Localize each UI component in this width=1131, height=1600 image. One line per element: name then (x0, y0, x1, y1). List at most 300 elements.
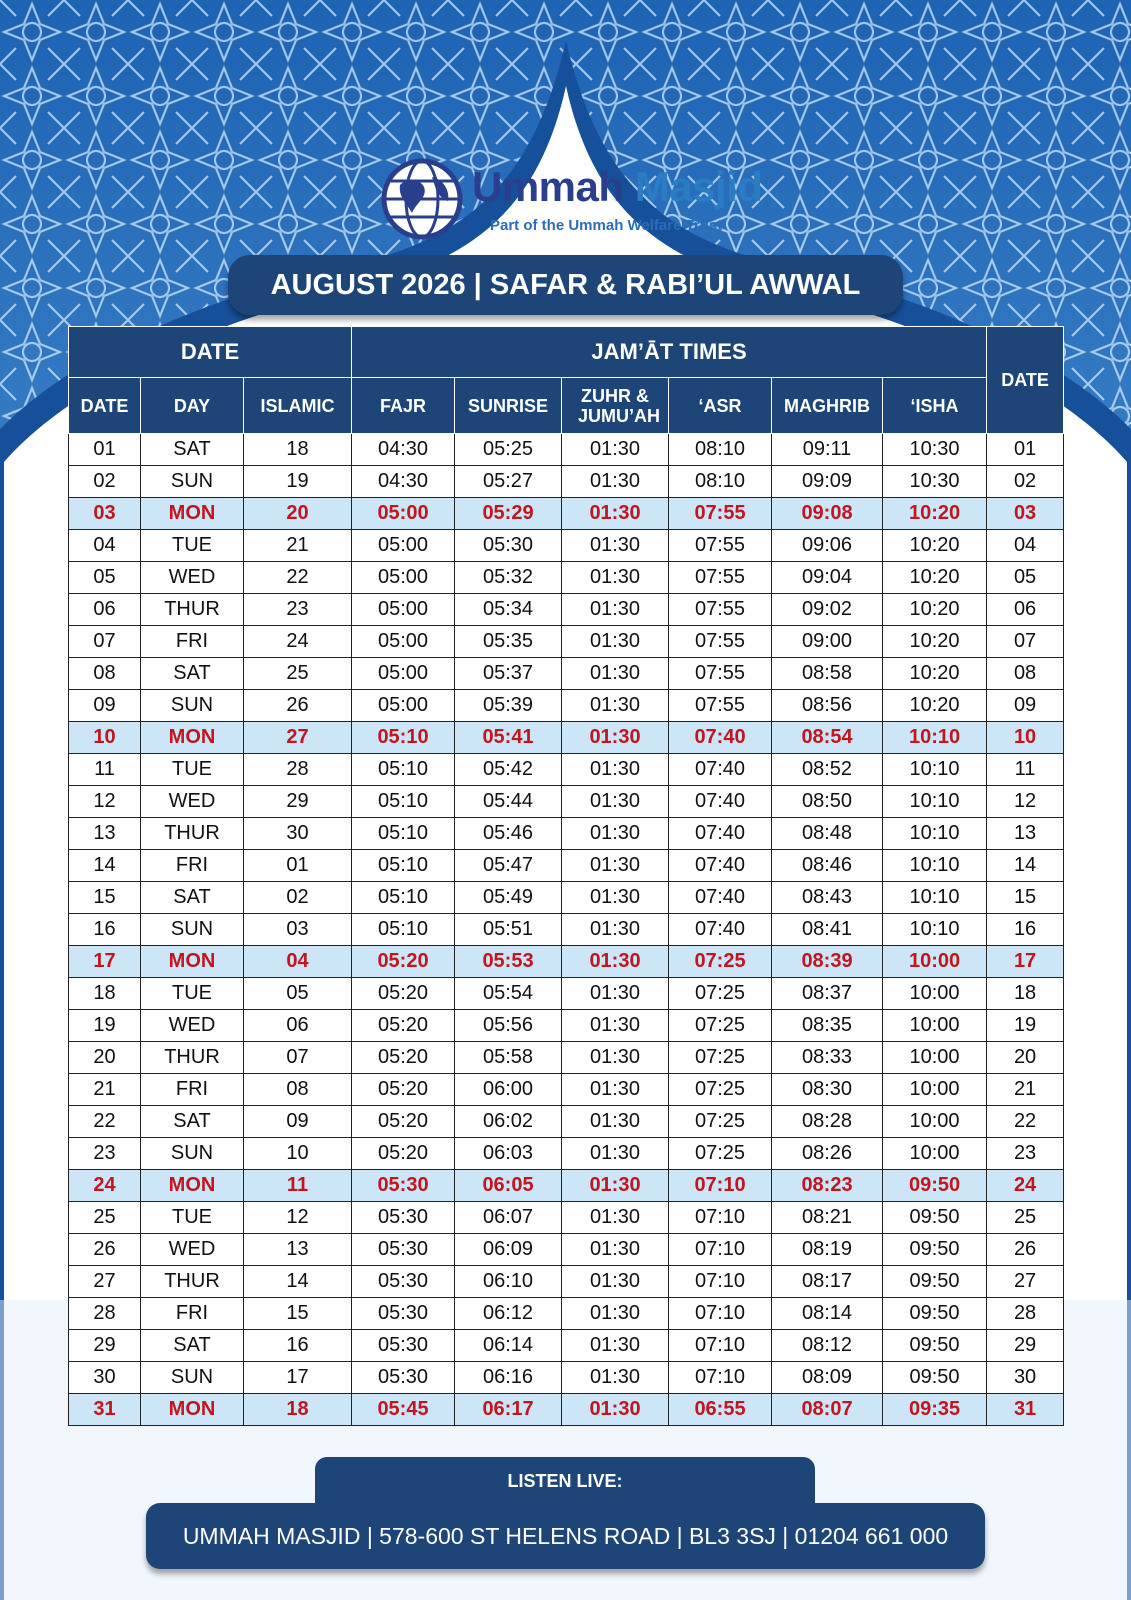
cell-islamic: 03 (244, 914, 352, 946)
cell-isha: 10:20 (883, 530, 987, 562)
cell-islamic: 13 (244, 1234, 352, 1266)
cell-zuhr: 01:30 (562, 466, 669, 498)
cell-day: SAT (141, 658, 244, 690)
cell-fajr: 05:00 (352, 690, 455, 722)
cell-isha: 09:50 (883, 1266, 987, 1298)
cell-day: SUN (141, 1138, 244, 1170)
cell-zuhr: 01:30 (562, 1074, 669, 1106)
cell-fajr: 05:10 (352, 722, 455, 754)
cell-maghrib: 08:48 (772, 818, 883, 850)
table-row (69, 786, 1064, 818)
cell-islamic: 25 (244, 658, 352, 690)
cell-sunrise: 05:53 (455, 946, 562, 978)
cell-date-right: 03 (987, 498, 1064, 530)
cell-fajr: 05:10 (352, 786, 455, 818)
cell-islamic: 06 (244, 1010, 352, 1042)
cell-date: 11 (69, 754, 141, 786)
cell-fajr: 05:30 (352, 1362, 455, 1394)
cell-islamic: 26 (244, 690, 352, 722)
table-row (69, 1394, 1064, 1426)
cell-date-right: 11 (987, 754, 1064, 786)
cell-asr: 07:25 (669, 1074, 772, 1106)
cell-isha: 10:20 (883, 498, 987, 530)
cell-asr: 07:55 (669, 530, 772, 562)
table-row (69, 1266, 1064, 1298)
globe-icon (380, 157, 464, 241)
cell-islamic: 29 (244, 786, 352, 818)
cell-zuhr: 01:30 (562, 1234, 669, 1266)
cell-isha: 10:20 (883, 594, 987, 626)
cell-zuhr: 01:30 (562, 498, 669, 530)
table-row (69, 1074, 1064, 1106)
cell-asr: 07:40 (669, 722, 772, 754)
cell-date-right: 28 (987, 1298, 1064, 1330)
cell-sunrise: 05:35 (455, 626, 562, 658)
cell-zuhr: 01:30 (562, 1010, 669, 1042)
cell-zuhr: 01:30 (562, 1266, 669, 1298)
cell-islamic: 22 (244, 562, 352, 594)
cell-islamic: 21 (244, 530, 352, 562)
cell-fajr: 05:45 (352, 1394, 455, 1426)
column-header-sunrise: SUNRISE (455, 378, 562, 434)
cell-islamic: 19 (244, 466, 352, 498)
cell-maghrib: 08:46 (772, 850, 883, 882)
cell-asr: 07:10 (669, 1202, 772, 1234)
cell-zuhr: 01:30 (562, 594, 669, 626)
cell-day: TUE (141, 754, 244, 786)
column-header-day: DAY (141, 378, 244, 434)
cell-date: 04 (69, 530, 141, 562)
cell-asr: 07:10 (669, 1330, 772, 1362)
cell-date: 12 (69, 786, 141, 818)
cell-sunrise: 06:14 (455, 1330, 562, 1362)
cell-date-right: 13 (987, 818, 1064, 850)
cell-day: SUN (141, 690, 244, 722)
cell-fajr: 05:20 (352, 1106, 455, 1138)
cell-date: 15 (69, 882, 141, 914)
cell-day: THUR (141, 594, 244, 626)
cell-fajr: 05:20 (352, 978, 455, 1010)
column-header-maghrib: MAGHRIB (772, 378, 883, 434)
cell-sunrise: 05:58 (455, 1042, 562, 1074)
cell-sunrise: 05:41 (455, 722, 562, 754)
cell-isha: 10:30 (883, 466, 987, 498)
cell-islamic: 24 (244, 626, 352, 658)
cell-fajr: 05:30 (352, 1298, 455, 1330)
table-row (69, 1298, 1064, 1330)
cell-isha: 10:00 (883, 978, 987, 1010)
cell-sunrise: 05:32 (455, 562, 562, 594)
cell-maghrib: 08:41 (772, 914, 883, 946)
cell-zuhr: 01:30 (562, 1042, 669, 1074)
cell-fajr: 05:10 (352, 818, 455, 850)
cell-maghrib: 09:06 (772, 530, 883, 562)
cell-maghrib: 08:33 (772, 1042, 883, 1074)
cell-maghrib: 08:19 (772, 1234, 883, 1266)
cell-asr: 07:10 (669, 1170, 772, 1202)
cell-date: 30 (69, 1362, 141, 1394)
cell-asr: 07:55 (669, 690, 772, 722)
cell-fajr: 05:00 (352, 626, 455, 658)
cell-day: FRI (141, 850, 244, 882)
cell-isha: 09:50 (883, 1362, 987, 1394)
cell-zuhr: 01:30 (562, 626, 669, 658)
cell-isha: 10:00 (883, 1074, 987, 1106)
cell-zuhr: 01:30 (562, 914, 669, 946)
cell-date: 05 (69, 562, 141, 594)
cell-date-right: 01 (987, 434, 1064, 466)
cell-maghrib: 09:00 (772, 626, 883, 658)
cell-maghrib: 08:17 (772, 1266, 883, 1298)
cell-islamic: 04 (244, 946, 352, 978)
cell-maghrib: 08:56 (772, 690, 883, 722)
cell-asr: 07:55 (669, 626, 772, 658)
group-header-jamat-times: JAM’ĀT TIMES (352, 327, 987, 378)
cell-isha: 09:50 (883, 1170, 987, 1202)
column-header-date-right: DATE (987, 327, 1064, 434)
table-row (69, 594, 1064, 626)
cell-islamic: 23 (244, 594, 352, 626)
cell-asr: 06:55 (669, 1394, 772, 1426)
cell-day: FRI (141, 1298, 244, 1330)
cell-zuhr: 01:30 (562, 786, 669, 818)
cell-date-right: 08 (987, 658, 1064, 690)
cell-date: 02 (69, 466, 141, 498)
cell-maghrib: 09:04 (772, 562, 883, 594)
cell-fajr: 05:10 (352, 850, 455, 882)
cell-fajr: 05:10 (352, 754, 455, 786)
cell-isha: 10:20 (883, 658, 987, 690)
table-row (69, 498, 1064, 530)
cell-isha: 09:35 (883, 1394, 987, 1426)
column-header-isha: ‘ISHA (883, 378, 987, 434)
cell-asr: 07:25 (669, 1106, 772, 1138)
cell-islamic: 14 (244, 1266, 352, 1298)
cell-fajr: 05:30 (352, 1202, 455, 1234)
cell-asr: 07:25 (669, 978, 772, 1010)
cell-sunrise: 06:10 (455, 1266, 562, 1298)
cell-day: SUN (141, 1362, 244, 1394)
cell-day: FRI (141, 626, 244, 658)
cell-isha: 10:00 (883, 1010, 987, 1042)
cell-zuhr: 01:30 (562, 1298, 669, 1330)
cell-zuhr: 01:30 (562, 1330, 669, 1362)
cell-islamic: 02 (244, 882, 352, 914)
cell-sunrise: 06:09 (455, 1234, 562, 1266)
table-row (69, 562, 1064, 594)
cell-asr: 07:55 (669, 562, 772, 594)
cell-zuhr: 01:30 (562, 882, 669, 914)
cell-date: 23 (69, 1138, 141, 1170)
cell-sunrise: 05:44 (455, 786, 562, 818)
cell-date-right: 07 (987, 626, 1064, 658)
table-row (69, 1234, 1064, 1266)
cell-date-right: 20 (987, 1042, 1064, 1074)
cell-sunrise: 05:39 (455, 690, 562, 722)
cell-date-right: 22 (987, 1106, 1064, 1138)
cell-isha: 10:10 (883, 882, 987, 914)
cell-day: MON (141, 1170, 244, 1202)
cell-date-right: 23 (987, 1138, 1064, 1170)
table-row (69, 1202, 1064, 1234)
cell-zuhr: 01:30 (562, 850, 669, 882)
cell-date: 06 (69, 594, 141, 626)
cell-fajr: 05:10 (352, 914, 455, 946)
cell-fajr: 05:10 (352, 882, 455, 914)
cell-zuhr: 01:30 (562, 722, 669, 754)
cell-maghrib: 08:54 (772, 722, 883, 754)
cell-date: 08 (69, 658, 141, 690)
cell-date: 01 (69, 434, 141, 466)
cell-asr: 07:25 (669, 1042, 772, 1074)
cell-islamic: 17 (244, 1362, 352, 1394)
cell-zuhr: 01:30 (562, 530, 669, 562)
cell-zuhr: 01:30 (562, 1202, 669, 1234)
cell-zuhr: 01:30 (562, 1170, 669, 1202)
cell-islamic: 30 (244, 818, 352, 850)
cell-islamic: 07 (244, 1042, 352, 1074)
cell-isha: 10:10 (883, 722, 987, 754)
table-row (69, 946, 1064, 978)
cell-date-right: 21 (987, 1074, 1064, 1106)
cell-islamic: 27 (244, 722, 352, 754)
cell-asr: 07:10 (669, 1298, 772, 1330)
prayer-timetable (68, 326, 1064, 1426)
column-header-date: DATE (69, 378, 141, 434)
table-row (69, 690, 1064, 722)
table-row (69, 882, 1064, 914)
cell-maghrib: 08:37 (772, 978, 883, 1010)
cell-isha: 10:00 (883, 1042, 987, 1074)
cell-maghrib: 08:23 (772, 1170, 883, 1202)
cell-islamic: 16 (244, 1330, 352, 1362)
table-row (69, 818, 1064, 850)
cell-fajr: 05:20 (352, 1138, 455, 1170)
cell-maghrib: 08:52 (772, 754, 883, 786)
cell-day: WED (141, 786, 244, 818)
table-row (69, 1010, 1064, 1042)
cell-date-right: 30 (987, 1362, 1064, 1394)
cell-maghrib: 09:09 (772, 466, 883, 498)
cell-islamic: 10 (244, 1138, 352, 1170)
cell-date: 09 (69, 690, 141, 722)
cell-sunrise: 05:30 (455, 530, 562, 562)
cell-zuhr: 01:30 (562, 434, 669, 466)
cell-maghrib: 08:07 (772, 1394, 883, 1426)
cell-sunrise: 06:00 (455, 1074, 562, 1106)
cell-maghrib: 08:14 (772, 1298, 883, 1330)
cell-maghrib: 08:50 (772, 786, 883, 818)
cell-asr: 07:10 (669, 1234, 772, 1266)
cell-day: FRI (141, 1074, 244, 1106)
cell-date: 28 (69, 1298, 141, 1330)
cell-fajr: 05:20 (352, 1042, 455, 1074)
page-title: AUGUST 2026 | SAFAR & RABI’UL AWWAL (228, 255, 903, 315)
cell-isha: 10:10 (883, 818, 987, 850)
cell-day: SAT (141, 1106, 244, 1138)
table-row (69, 1362, 1064, 1394)
cell-fajr: 05:30 (352, 1266, 455, 1298)
table-row (69, 1106, 1064, 1138)
cell-islamic: 12 (244, 1202, 352, 1234)
cell-date-right: 18 (987, 978, 1064, 1010)
cell-asr: 08:10 (669, 434, 772, 466)
cell-isha: 10:00 (883, 946, 987, 978)
cell-date: 24 (69, 1170, 141, 1202)
cell-fajr: 05:00 (352, 562, 455, 594)
cell-isha: 10:30 (883, 434, 987, 466)
cell-islamic: 08 (244, 1074, 352, 1106)
cell-zuhr: 01:30 (562, 754, 669, 786)
cell-islamic: 11 (244, 1170, 352, 1202)
cell-islamic: 09 (244, 1106, 352, 1138)
cell-day: SAT (141, 434, 244, 466)
cell-sunrise: 05:37 (455, 658, 562, 690)
cell-sunrise: 05:49 (455, 882, 562, 914)
cell-isha: 10:00 (883, 1138, 987, 1170)
cell-date: 18 (69, 978, 141, 1010)
cell-isha: 10:20 (883, 626, 987, 658)
cell-fajr: 05:20 (352, 1074, 455, 1106)
cell-fajr: 05:30 (352, 1170, 455, 1202)
cell-fajr: 05:20 (352, 1010, 455, 1042)
cell-fajr: 05:00 (352, 594, 455, 626)
cell-sunrise: 05:46 (455, 818, 562, 850)
cell-day: WED (141, 1234, 244, 1266)
cell-day: THUR (141, 818, 244, 850)
cell-date-right: 04 (987, 530, 1064, 562)
cell-asr: 07:55 (669, 594, 772, 626)
cell-zuhr: 01:30 (562, 658, 669, 690)
cell-date: 20 (69, 1042, 141, 1074)
table-row (69, 658, 1064, 690)
cell-date: 14 (69, 850, 141, 882)
cell-asr: 07:10 (669, 1362, 772, 1394)
cell-maghrib: 09:11 (772, 434, 883, 466)
cell-date: 17 (69, 946, 141, 978)
cell-zuhr: 01:30 (562, 818, 669, 850)
cell-asr: 07:10 (669, 1266, 772, 1298)
table-row (69, 722, 1064, 754)
cell-fajr: 05:30 (352, 1234, 455, 1266)
cell-asr: 07:40 (669, 818, 772, 850)
cell-date-right: 09 (987, 690, 1064, 722)
cell-fajr: 04:30 (352, 466, 455, 498)
table-row (69, 1330, 1064, 1362)
cell-maghrib: 08:30 (772, 1074, 883, 1106)
cell-asr: 07:40 (669, 914, 772, 946)
cell-day: THUR (141, 1042, 244, 1074)
cell-fajr: 04:30 (352, 434, 455, 466)
cell-zuhr: 01:30 (562, 978, 669, 1010)
cell-date: 22 (69, 1106, 141, 1138)
cell-maghrib: 09:08 (772, 498, 883, 530)
column-header-asr: ‘ASR (669, 378, 772, 434)
cell-isha: 10:10 (883, 914, 987, 946)
cell-asr: 07:55 (669, 658, 772, 690)
table-row (69, 466, 1064, 498)
logo (380, 155, 763, 245)
cell-zuhr: 01:30 (562, 946, 669, 978)
cell-fajr: 05:00 (352, 498, 455, 530)
group-header-date: DATE (69, 327, 352, 378)
cell-maghrib: 08:43 (772, 882, 883, 914)
cell-asr: 07:40 (669, 882, 772, 914)
cell-maghrib: 08:12 (772, 1330, 883, 1362)
cell-day: MON (141, 722, 244, 754)
cell-islamic: 28 (244, 754, 352, 786)
table-row (69, 1042, 1064, 1074)
cell-islamic: 18 (244, 434, 352, 466)
cell-day: TUE (141, 1202, 244, 1234)
table-row (69, 978, 1064, 1010)
cell-isha: 09:50 (883, 1298, 987, 1330)
cell-date-right: 10 (987, 722, 1064, 754)
cell-sunrise: 05:54 (455, 978, 562, 1010)
cell-sunrise: 05:34 (455, 594, 562, 626)
cell-sunrise: 05:27 (455, 466, 562, 498)
cell-maghrib: 08:39 (772, 946, 883, 978)
cell-maghrib: 09:02 (772, 594, 883, 626)
cell-date: 13 (69, 818, 141, 850)
cell-date-right: 02 (987, 466, 1064, 498)
cell-date: 19 (69, 1010, 141, 1042)
cell-sunrise: 05:56 (455, 1010, 562, 1042)
cell-sunrise: 05:47 (455, 850, 562, 882)
cell-date: 03 (69, 498, 141, 530)
cell-sunrise: 06:16 (455, 1362, 562, 1394)
cell-islamic: 01 (244, 850, 352, 882)
cell-islamic: 05 (244, 978, 352, 1010)
cell-islamic: 18 (244, 1394, 352, 1426)
table-row (69, 754, 1064, 786)
cell-maghrib: 08:58 (772, 658, 883, 690)
cell-fajr: 05:20 (352, 946, 455, 978)
cell-sunrise: 05:25 (455, 434, 562, 466)
cell-sunrise: 06:05 (455, 1170, 562, 1202)
timetable-body (69, 434, 1064, 1426)
table-row (69, 1138, 1064, 1170)
cell-day: WED (141, 562, 244, 594)
cell-maghrib: 08:35 (772, 1010, 883, 1042)
cell-sunrise: 06:12 (455, 1298, 562, 1330)
cell-date-right: 05 (987, 562, 1064, 594)
cell-isha: 09:50 (883, 1330, 987, 1362)
cell-zuhr: 01:30 (562, 1362, 669, 1394)
cell-sunrise: 06:03 (455, 1138, 562, 1170)
listen-live-label: LISTEN LIVE: (315, 1457, 815, 1513)
cell-date-right: 31 (987, 1394, 1064, 1426)
cell-zuhr: 01:30 (562, 1106, 669, 1138)
cell-islamic: 20 (244, 498, 352, 530)
cell-islamic: 15 (244, 1298, 352, 1330)
cell-asr: 07:55 (669, 498, 772, 530)
cell-date-right: 06 (987, 594, 1064, 626)
cell-asr: 07:25 (669, 1010, 772, 1042)
logo-tagline: Part of the Ummah Welfare Trust (490, 217, 723, 234)
cell-date: 31 (69, 1394, 141, 1426)
cell-zuhr: 01:30 (562, 690, 669, 722)
cell-date-right: 15 (987, 882, 1064, 914)
cell-asr: 07:25 (669, 1138, 772, 1170)
cell-sunrise: 06:07 (455, 1202, 562, 1234)
cell-date-right: 17 (987, 946, 1064, 978)
masjid-address: UMMAH MASJID | 578-600 ST HELENS ROAD | BL3 3SJ | 01204 661 000 (146, 1503, 985, 1569)
cell-date-right: 27 (987, 1266, 1064, 1298)
column-header-zuhr: ZUHR & JUMU’AH (562, 378, 669, 434)
table-row (69, 914, 1064, 946)
cell-date: 07 (69, 626, 141, 658)
